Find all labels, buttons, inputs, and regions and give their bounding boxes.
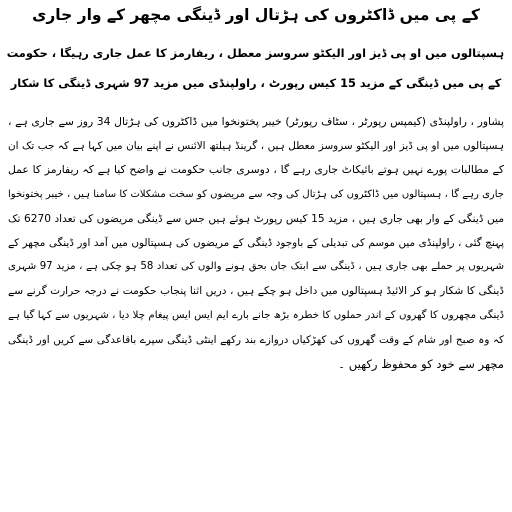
headline: کے پی میں ڈاکٹروں کی ہڑتال اور ڈینگی مچھر کے وار جاری	[32, 6, 480, 24]
body-line: پہنچ گئی ، راولپنڈی میں موسم کی تبدیلی کے باوجود ڈینگی کے مریضوں کی ہسپتالوں میں آمد اور ڈینگی مچھر کے	[8, 236, 504, 249]
subheadline-1: ہسپتالوں میں او پی ڈیز اور الیکٹو سروسز معطل ، ریفارمز کا عمل جاری رہیگا ، حکومت	[6, 46, 504, 60]
article-body	[8, 110, 504, 376]
body-line-last: مچھر سے خود کو محفوظ رکھیں ۔	[338, 356, 504, 371]
body-line: ہسپتالوں میں او پی ڈیز اور الیکٹو سروسز معطل ہیں ، گرینڈ ہیلتھ الائنس نے اپنے بیان میں کہا ہے کہ جب تک ان	[8, 140, 504, 153]
body-line: کے مطالبات پورے نہیں ہوتے بائیکاٹ جاری رہے گا ، دوسری جانب حکومت نے واضح کیا ہے کہ ریفارمز کا عمل	[8, 163, 504, 177]
body-line: شہریوں پر حملے بھی جاری ہیں ، ڈینگی سے ابتک جاں بحق ہونے والوں کی تعداد 58 ہو چکی ہے ، مزید 97 شہری	[8, 261, 504, 273]
subheadline-2: کے پی میں ڈینگی کے مزید 15 کیس رپورٹ ، راولپنڈی میں مزید 97 شہری ڈینگی کا شکار	[10, 76, 502, 90]
body-line: کہ وہ صبح اور شام کے وقت گھروں کی کھڑکیاں دروازے بند رکھے اینٹی ڈینگی سپرے باقاعدگی سے کریں اور ڈینگی	[8, 333, 504, 346]
body-line: ڈینگی کا شکار ہو کر الائیڈ ہسپتالوں میں داخل ہو چکے ہیں ، دریں اثنا پنجاب حکومت نے درجہ حرارت گرنے سے	[8, 285, 504, 298]
body-line: میں ڈینگی کے وار بھی جاری ہیں ، مزید 15 کیس رپورٹ ہوئے ہیں جس سے ڈینگی مریضوں کی تعداد 6270 تک	[8, 212, 504, 225]
body-line: جاری رہے گا ، ہسپتالوں میں ڈاکٹروں کی ہڑتال کی وجہ سے مریضوں کو سخت مشکلات کا سامنا ہیں ، خیبر پختونخوا	[8, 188, 504, 200]
body-line: پشاور ، راولپنڈی (کیمپس رپورٹر ، سٹاف رپورٹر) خیبر پختونخوا میں ڈاکٹروں کی ہڑتال 34 روز سے جاری ہے ،	[8, 115, 504, 128]
body-line: ڈینگی مچھروں کا گھروں کے اندر حملوں کا خطرہ بڑھ جانے بارے ایم ایس ایس پیغام چلا دیا ، شہریوں سے کہا گیا ہے	[8, 309, 504, 321]
